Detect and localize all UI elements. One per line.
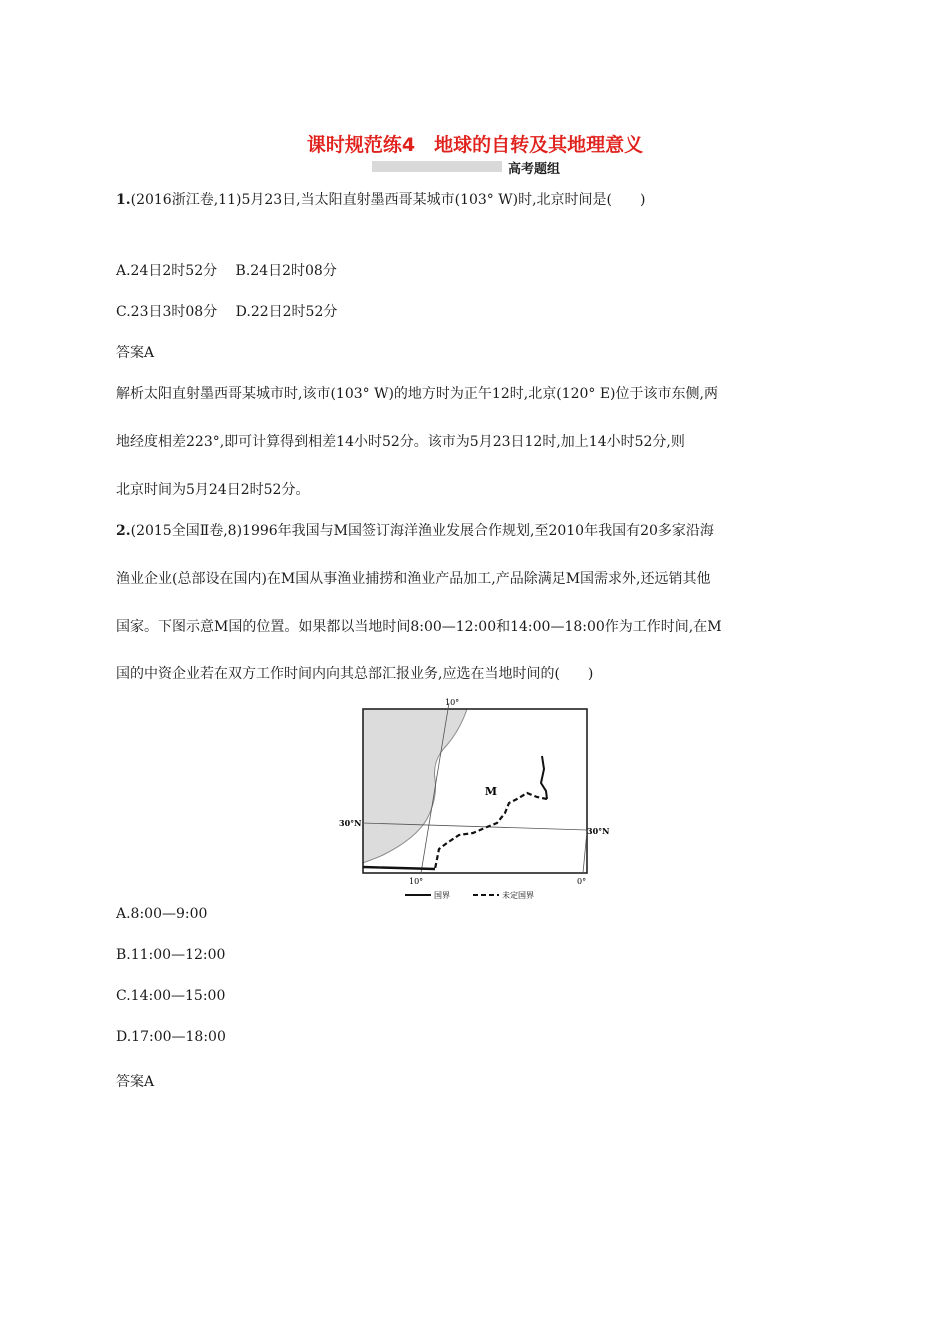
question-2-option: D.17:00—18:00 (116, 1029, 226, 1045)
question-2-stem-line: 国家。下图示意M国的位置。如果都以当地时间8:00—12:00和14:00—18:00作为工作时间,在M (116, 619, 722, 635)
longitude-label: 10° (409, 877, 424, 886)
question-2-stem-line: 渔业企业(总部设在国内)在M国从事渔业捕捞和渔业产品加工,产品除满足M国需求外,还远销其他 (116, 571, 711, 587)
question-1-stem: (2016浙江卷,11)5月23日,当太阳直射墨西哥某城市(103° W)时,北京时间是( ) (130, 192, 646, 208)
latitude-label: 30°N (587, 826, 610, 836)
question-1-options-cd: C.23日3时08分 D.22日2时52分 (116, 304, 338, 320)
question-1-analysis-line: 地经度相差223°,即可计算得到相差14小时52分。该市为5月23日12时,加上14小时52分,则 (116, 434, 685, 450)
question-2-option: C.14:00—15:00 (116, 988, 226, 1004)
section-label: 高考题组 (508, 162, 561, 177)
question-1-answer: 答案A (116, 345, 155, 361)
question-2-number: 2. (116, 523, 131, 539)
country-label: M (484, 785, 498, 798)
question-1-number: 1. (116, 192, 131, 208)
question-2-answer: 答案A (116, 1074, 155, 1090)
legend-border-label: 国界 (434, 891, 450, 900)
longitude-label: 10° (445, 698, 460, 707)
question-2-option: B.11:00—12:00 (116, 947, 226, 963)
question-2-stem-line: (2015全国Ⅱ卷,8)1996年我国与M国签订海洋渔业发展合作规划,至2010年我国有20多家沿海 (130, 523, 714, 539)
legend-undetermined-label: 未定国界 (502, 891, 534, 900)
m-country-map (339, 697, 610, 903)
longitude-label: 0° (577, 877, 587, 886)
section-bar (372, 161, 502, 172)
question-1-analysis-line: 北京时间为5月24日2时52分。 (116, 482, 310, 498)
question-2-option: A.8:00—9:00 (116, 906, 208, 922)
page-title: 课时规范练4 地球的自转及其地理意义 (306, 134, 644, 156)
latitude-label: 30°N (339, 818, 362, 828)
question-1 (116, 189, 645, 209)
question-1-options-ab: A.24日2时52分 B.24日2时08分 (116, 263, 337, 279)
question-1-analysis-line: 解析太阳直射墨西哥某城市时,该市(103° W)的地方时为正午12时,北京(120° E)位于该市东侧,两 (116, 386, 718, 402)
question-2 (116, 520, 714, 540)
question-2-stem-line: 国的中资企业若在双方工作时间内向其总部汇报业务,应选在当地时间的( ) (116, 666, 594, 682)
